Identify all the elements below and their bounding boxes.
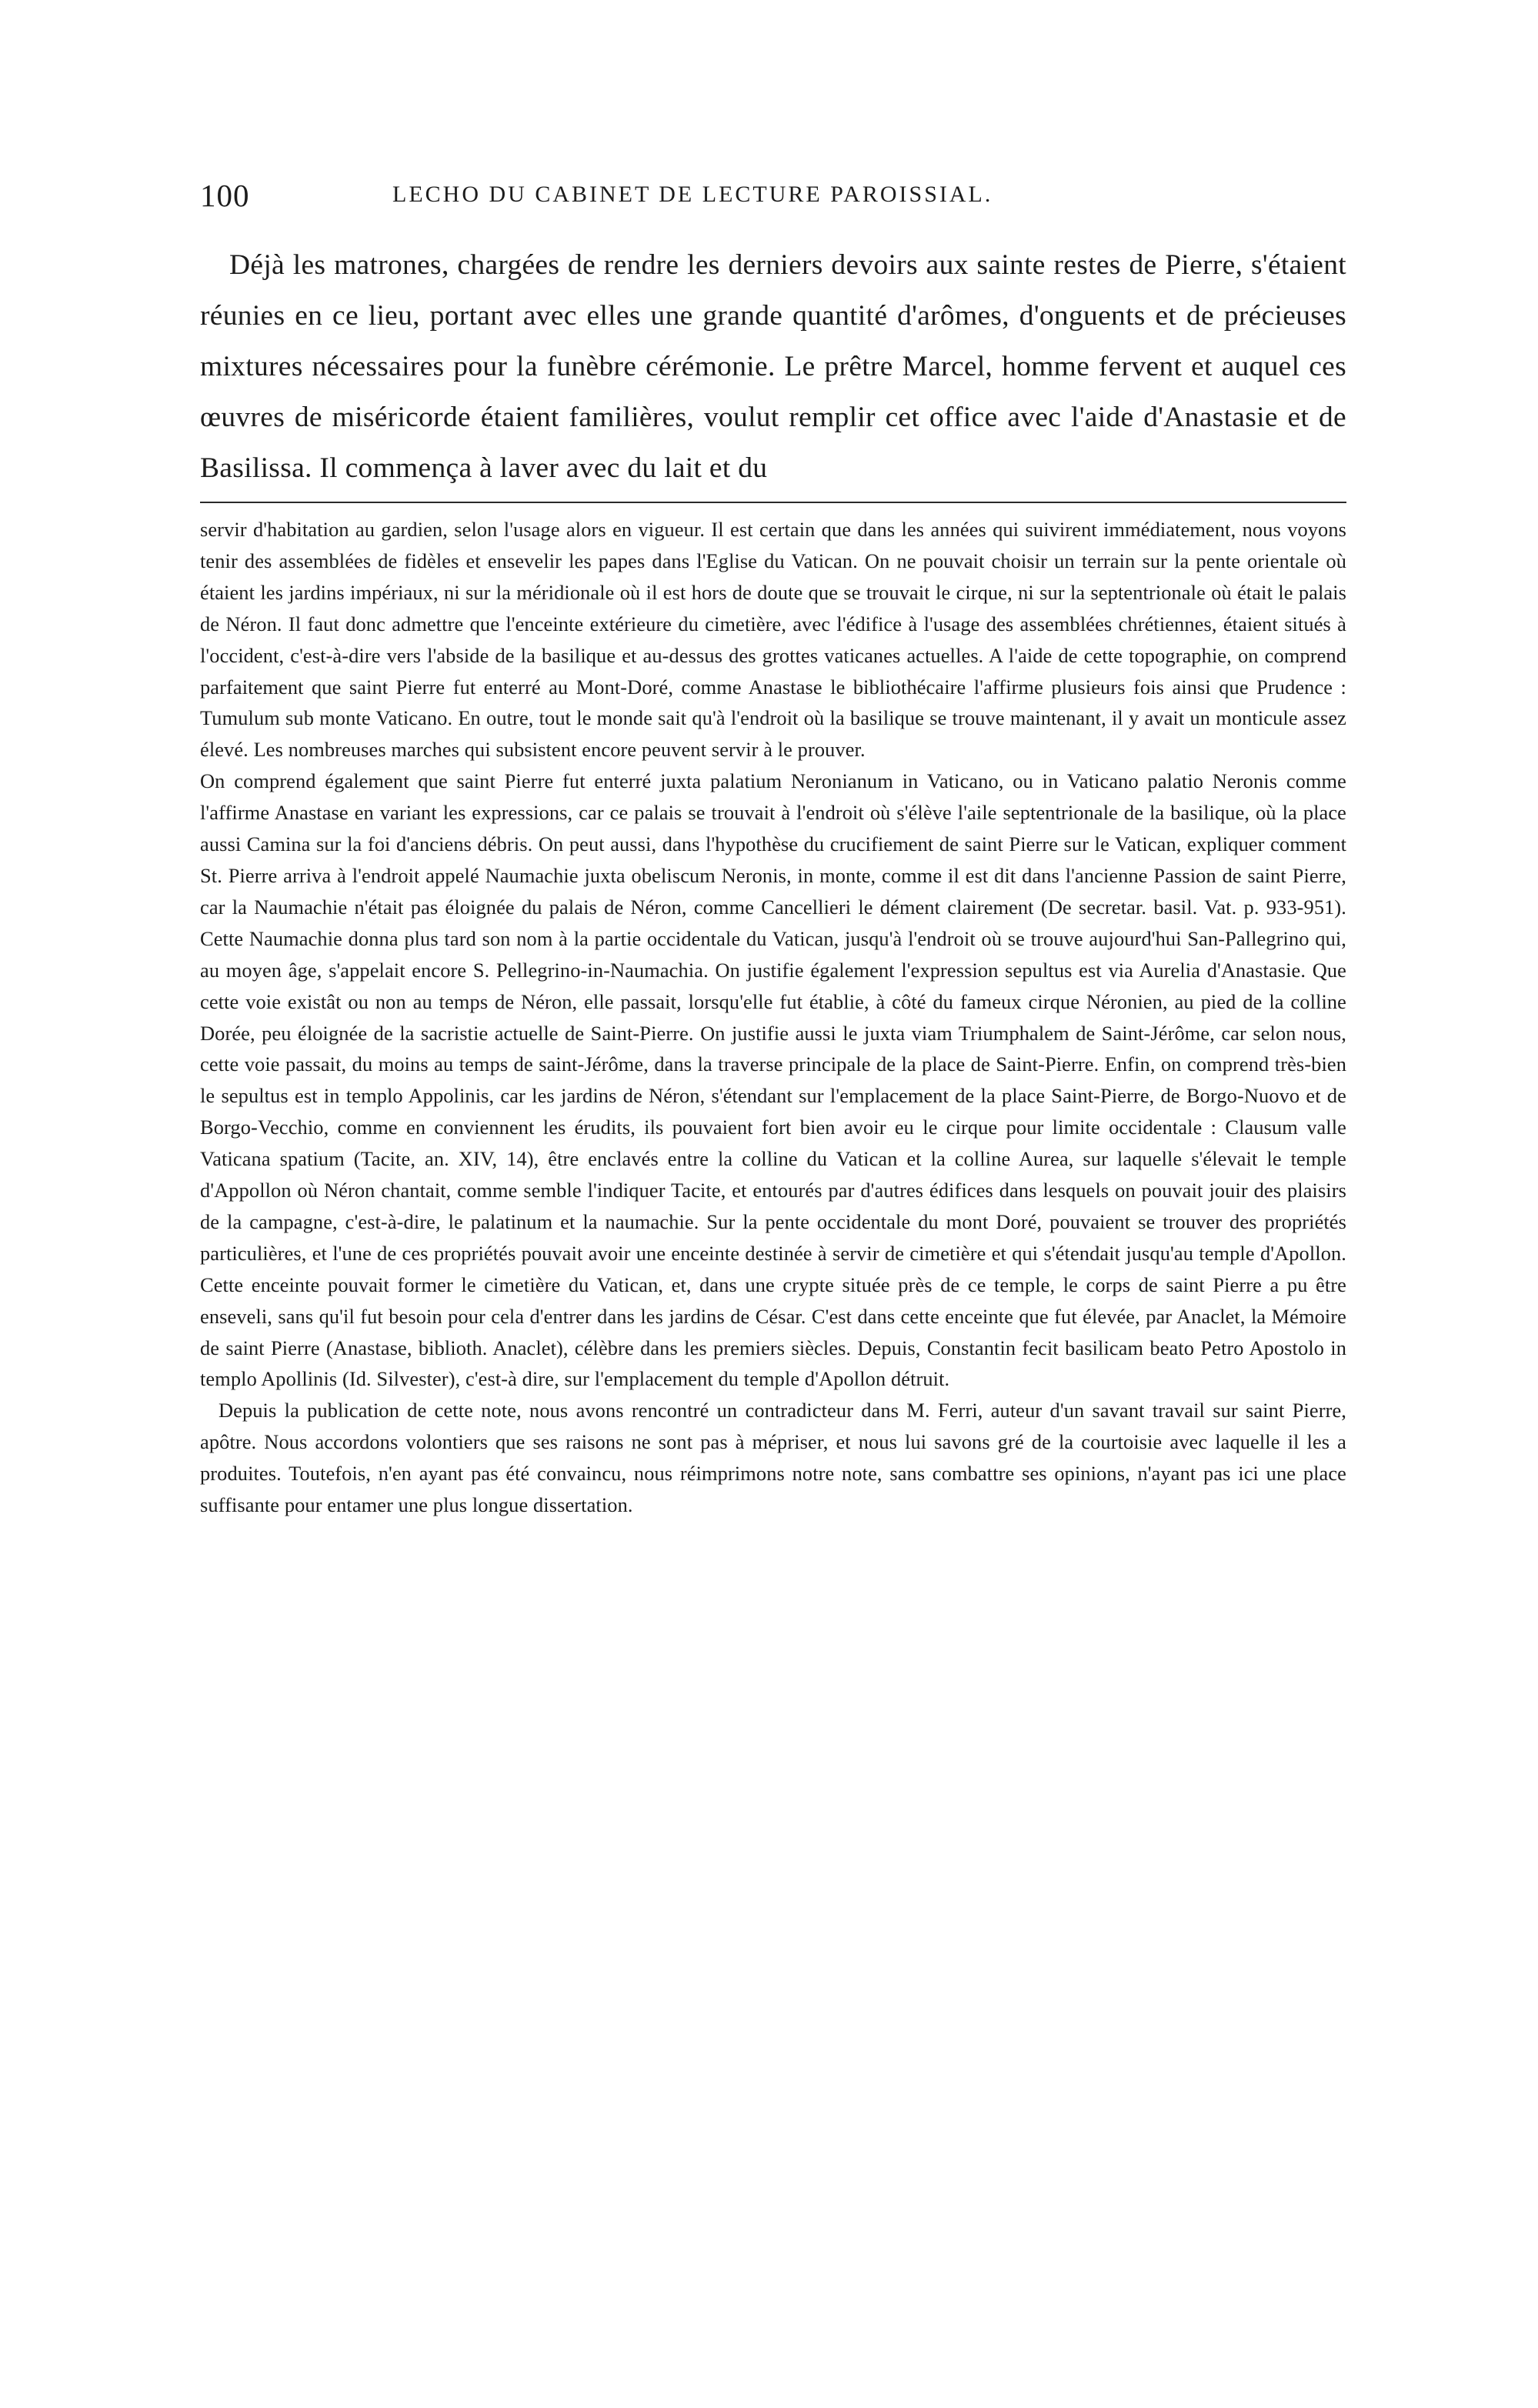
footnote-rule xyxy=(200,502,1346,503)
journal-title: LECHO DU CABINET DE LECTURE PAROISSIAL. xyxy=(392,182,993,207)
document-page xyxy=(200,177,1346,1521)
footnote-paragraph-1: servir d'habitation au gardien, selon l'usage alors en vigueur. Il est certain que dans les années qui suivirent immédiatement, nous voyons tenir des assemblées de fidèles et ensevelir les papes dans l'Eglise du Vatican. On ne pouvait choisir un terrain sur la pente orientale où étaient les jardins impériaux, ni sur la méridionale où il est hors de doute que se trouvait le cirque, ni sur la septentrionale où était le palais de Néron. Il faut donc admettre que l'enceinte extérieure du cimetière, avec l'édifice à l'usage des assemblées chrétiennes, étaient situés à l'occident, c'est-à-dire vers l'abside de la basilique et au-dessus des grottes vaticanes actuelles. A l'aide de cette topographie, on comprend parfaitement que saint Pierre fut enterré au Mont-Doré, comme Anastase le bibliothécaire l'affirme plusieurs fois ainsi que Prudence : Tumulum sub monte Vaticano. En outre, tout le monde sait qu'à l'endroit où la basilique se trouve maintenant, il y avait un monticule assez élevé. Les nombreuses marches qui subsistent encore peuvent servir à le prouver. xyxy=(200,518,1346,762)
body-paragraph: Déjà les matrones, chargées de rendre les derniers devoirs aux sainte restes de Pierre, s'étaient réunies en ce lieu, portant avec elles une grande quantité d'arômes, d'onguents et de précieuses mixtures nécessaires pour la funèbre cérémonie. Le prêtre Marcel, homme fervent et auquel ces œuvres de miséricorde étaient familières, voulut remplir cet office avec l'aide d'Anastasie et de Basilissa. Il commença à laver avec du lait et du xyxy=(200,249,1346,484)
page-number: 100 xyxy=(200,178,250,213)
footnote-paragraph-3: Depuis la publication de cette note, nous avons rencontré un contradicteur dans M. Ferri, auteur d'un savant travail sur saint Pierre, apôtre. Nous accordons volontiers que ses raisons ne sont pas à mépriser, et nous lui savons gré de la courtoisie avec laquelle il les a produites. Toutefois, n'en ayant pas été convaincu, nous réimprimons notre note, sans combattre ses opinions, n'ayant pas ici une place suffisante pour entamer une plus longue dissertation. xyxy=(200,1399,1346,1517)
footnote-paragraph-2: On comprend également que saint Pierre fut enterré juxta palatium Neronianum in Vaticano, ou in Vaticano palatio Neronis comme l'affirme Anastase en variant les expressions, car ce palais se trouvait à l'endroit où s'élève l'aile septentrionale de la basilique, où la place aussi Camina sur la foi d'anciens débris. On peut aussi, dans l'hypothèse du crucifiement de saint Pierre sur le Vatican, expliquer comment St. Pierre arriva à l'endroit appelé Naumachie juxta obeliscum Neronis, in monte, comme il est dit dans l'ancienne Passion de saint Pierre, car la Naumachie n'était pas éloignée du palais de Néron, comme Cancellieri le dément clairement (De secretar. basil. Vat. p. 933-951). Cette Naumachie donna plus tard son nom à la partie occidentale du Vatican, jusqu'à l'endroit où se trouve aujourd'hui San-Pallegrino qui, au moyen âge, s'appelait encore S. Pellegrino-in-Naumachia. On justifie également l'expression sepultus est via Aurelia d'Anastasie. Que cette voie existât ou non au temps de Néron, elle passait, lorsqu'elle fut établie, à côté du fameux cirque Néronien, au pied de la colline Dorée, peu éloignée de la sacristie actuelle de Saint-Pierre. On justifie aussi le juxta viam Triumphalem de Saint-Jérôme, car selon nous, cette voie passait, du moins au temps de saint-Jérôme, dans la traverse principale de la place de Saint-Pierre. Enfin, on comprend très-bien le sepultus est in templo Appolinis, car les jardins de Néron, s'étendant sur l'emplacement de la place Saint-Pierre, de Borgo-Nuovo et de Borgo-Vecchio, comme en conviennent les érudits, ils pouvaient fort bien avoir eu le cirque pour limite occidentale : Clausum valle Vaticana spatium (Tacite, an. XIV, 14), être enclavés entre la colline du Vatican et la colline Aurea, sur laquelle s'élevait le temple d'Appollon où Néron chantait, comme semble l'indiquer Tacite, et entourés par d'autres édifices dans lesquels on pouvait jouir des plaisirs de la campagne, c'est-à-dire, le palatinum et la naumachie. Sur la pente occidentale du mont Doré, pouvaient se trouver des propriétés particulières, et l'une de ces propriétés pouvait avoir une enceinte destinée à servir de cimetière et qui s'étendait jusqu'au temple d'Apollon. Cette enceinte pouvait former le cimetière du Vatican, et, dans une crypte située près de ce temple, le corps de saint Pierre a pu être enseveli, sans qu'il fut besoin pour cela d'entrer dans les jardins de César. C'est dans cette enceinte que fut élevée, par Anaclet, la Mémoire de saint Pierre (Anastase, biblioth. Anaclet), célèbre dans les premiers siècles. Depuis, Constantin fecit basilicam beato Petro Apostolo in templo Apollinis (Id. Silvester), c'est-à dire, sur l'emplacement du temple d'Apollon détruit. xyxy=(200,769,1346,1391)
running-head xyxy=(200,177,1346,223)
